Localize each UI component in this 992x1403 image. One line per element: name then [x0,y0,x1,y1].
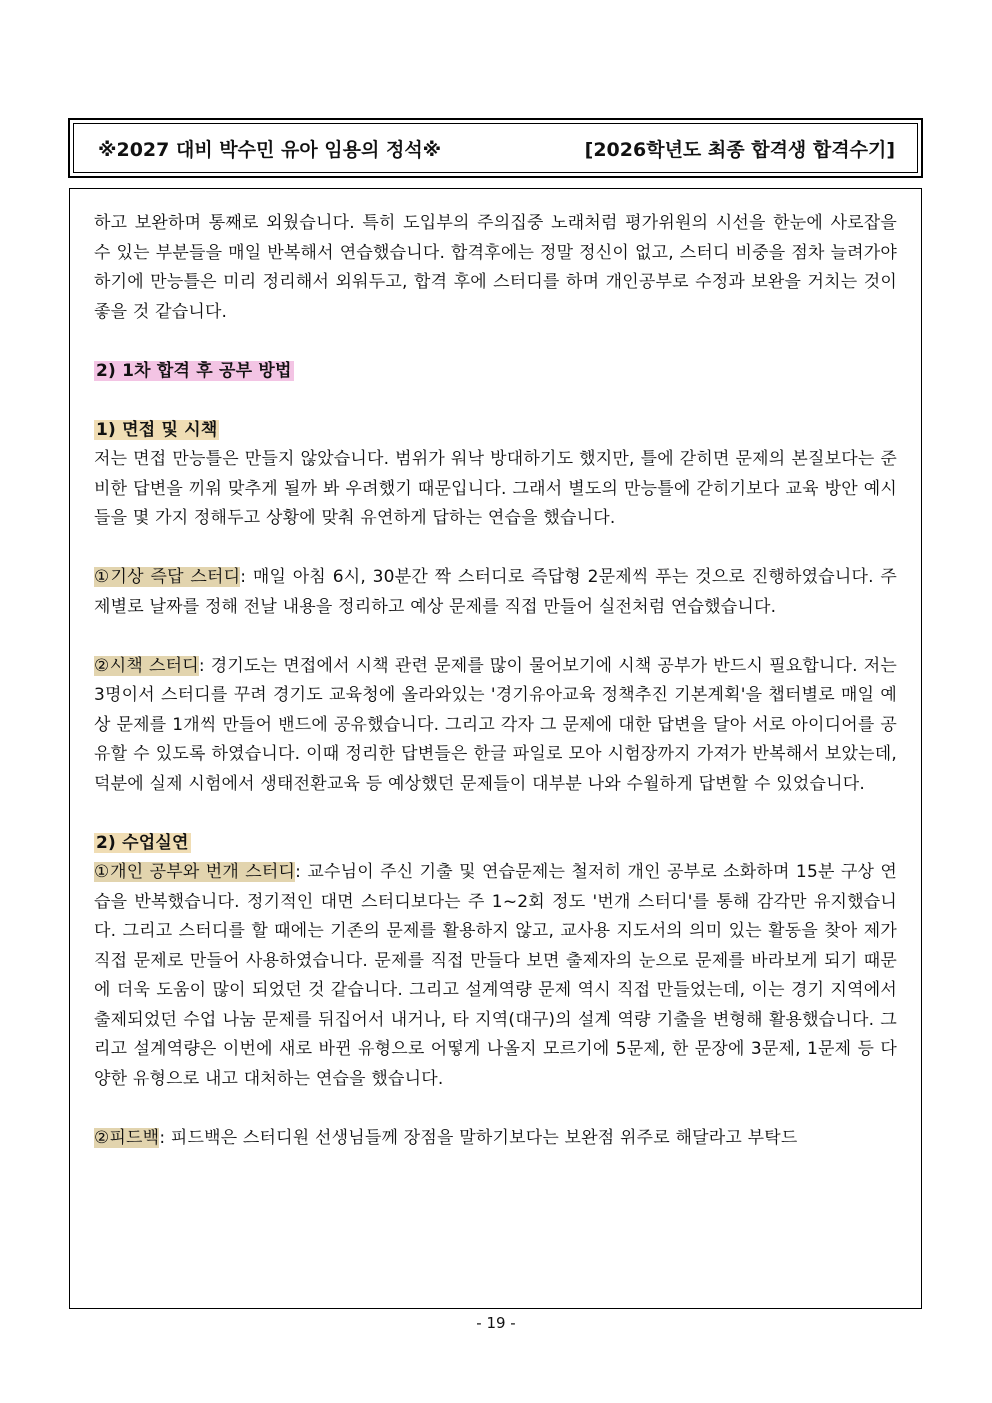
item4-paragraph [94,1124,897,1154]
item2-paragraph [94,652,897,800]
sub1-title: 1) 면접 및 시책 [96,419,218,440]
header-title-left: ※2027 대비 박수민 유아 임용의 정석※ [98,138,442,161]
section-title: 2) 1차 합격 후 공부 방법 [96,360,292,381]
page-number: - 19 - [476,1314,516,1332]
item3-body: : 교수님이 주신 기출 및 연습문제는 철저히 개인 공부로 소화하며 15분 구상 연습을 반복했습니다. 정기적인 대면 스터디보다는 주 1~2회 정도 '번개 스터디'를 통해 감각만 유지했습니다. 그리고 스터디를 할 때에는 기존의 문제를 활용하지 않고, 교사용 지도서의 의미 있는 활동을 찾아 제가 직접 문제로 만들어 사용하였습니다. 문제를 직접 만들다 보면 출제자의 눈으로 문제를 바라보게 되기 때문에 더욱 도움이 많이 되었던 것 같습니다. 그리고 설계역량 문제 역시 직접 만들었는데, 이는 경기 지역에서 출제되었던 수업 나눔 문제를 뒤집어서 내거나, 타 지역(대구)의 설계 역량 기출을 변형해 활용했습니다. 그리고 설계역량은 이번에 새로 바뀐 유형으로 어떻게 나올지 모르기에 5문제, 한 문장에 3문제, 1문제 등 다양한 유형으로 내고 대처하는 연습을 했습니다. [94,862,897,1089]
section-heading [94,357,897,387]
item1-label: ①기상 즉답 스터디 [94,567,241,587]
item3-paragraph [94,858,897,1094]
content-box [69,188,922,1309]
item2-label: ②시책 스터디 [94,655,199,676]
item4-label: ②피드백 [94,1127,160,1148]
sub2-title: 2) 수업실연 [96,832,189,853]
item1-body: : 매일 아침 6시, 30분간 짝 스터디로 즉답형 2문제씩 푸는 것으로 진행하였습니다. 주제별로 날짜를 정해 전날 내용을 정리하고 예상 문제를 직접 만들어 실전처럼 연습했습니다. [94,567,897,617]
intro-paragraph: 하고 보완하며 통째로 외웠습니다. 특히 도입부의 주의집중 노래처럼 평가위원의 시선을 한눈에 사로잡을 수 있는 부분들을 매일 반복해서 연습했습니다. 합격후에는 정말 정신이 없고, 스터디 비중을 점차 늘려가야 하기에 만능틀은 미리 정리해서 외워두고, 합격 후에 스터디를 하며 개인공부로 수정과 보완을 거치는 것이 좋을 것 같습니다. [94,213,897,322]
item2-body: : 경기도는 면접에서 시책 관련 문제를 많이 물어보기에 시책 공부가 반드시 필요합니다. 저는 3명이서 스터디를 꾸려 경기도 교육청에 올라와있는 '경기유아교육 정책추진 기본계획'을 챕터별로 매일 예상 문제를 1개씩 만들어 밴드에 공유했습니다. 그리고 각자 그 문제에 대한 답변을 달아 서로 아이디어를 공유할 수 있도록 하였습니다. 이때 정리한 답변들은 한글 파일로 모아 시험장까지 가져가 반복해서 보았는데, 덕분에 실제 시험에서 생태전환교육 등 예상했던 문제들이 대부분 나와 수월하게 답변할 수 있었습니다. [94,655,897,794]
item1-paragraph [94,563,897,622]
subsection-heading-lesson [94,829,897,859]
item3-label: ①개인 공부와 번개 스터디 [94,862,296,882]
subsection-heading-interview [94,416,897,446]
header-inner [73,123,918,173]
sub1-paragraph: 저는 면접 만능틀은 만들지 않았습니다. 범위가 워낙 방대하기도 했지만, 틀에 갇히면 문제의 본질보다는 준비한 답변을 끼워 맞추게 될까 봐 우려했기 때문입니다. 그래서 별도의 만능틀에 갇히기보다 교육 방안 예시들을 몇 가지 정해두고 상황에 맞춰 유연하게 답하는 연습을 했습니다. [94,449,897,528]
header-title-right: [2026학년도 최종 합격생 합격수기] [584,138,895,161]
header-box [68,118,923,178]
item4-body: : 피드백은 스터디원 선생님들께 장점을 말하기보다는 보완점 위주로 해달라고 부탁드 [159,1127,798,1148]
